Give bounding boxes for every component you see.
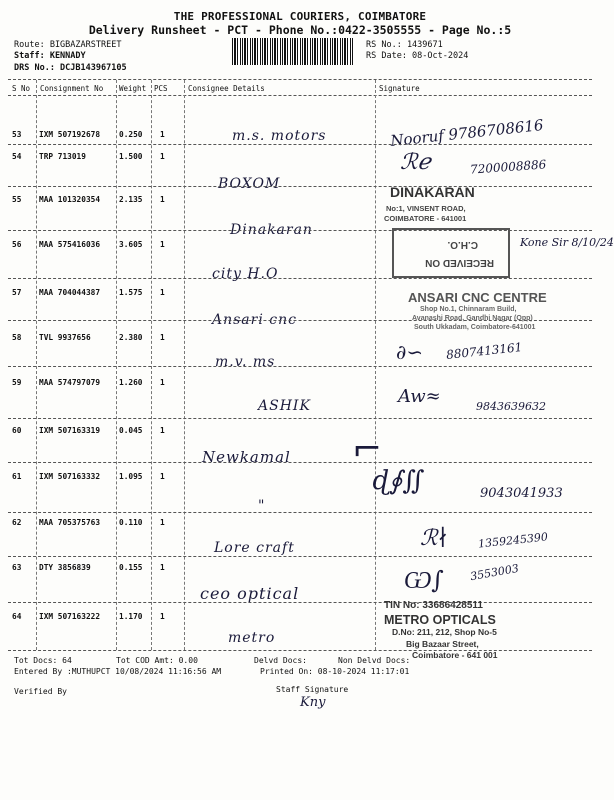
row-weight: 1.170 bbox=[119, 612, 143, 621]
row-sno: 54 bbox=[12, 152, 22, 161]
row-consignment: IXM 507163319 bbox=[39, 426, 101, 435]
signature-scribble: ℛℯ bbox=[400, 150, 431, 175]
row-sno: 58 bbox=[12, 333, 22, 342]
row-consignment: MAA 574797079 bbox=[39, 378, 101, 387]
row-consignee: BOXOM bbox=[218, 176, 281, 192]
row-consignee: Lore craft bbox=[214, 540, 295, 556]
signature-scribble: Aw≈ bbox=[398, 386, 441, 407]
row-divider bbox=[8, 602, 592, 603]
row-weight: 0.250 bbox=[119, 130, 143, 139]
row-consignment: IXM 507163222 bbox=[39, 612, 101, 621]
row-pcs: 1 bbox=[160, 130, 165, 139]
entered-by: Entered By :MUTHUPCT 10/08/2024 11:16:56 AM bbox=[14, 667, 222, 676]
row-consignee: ceo optical bbox=[200, 584, 300, 603]
company-title: THE PROFESSIONAL COURIERS, COIMBATORE bbox=[173, 10, 427, 23]
dinakaran-stamp-line1: No:1, VINSENT ROAD, bbox=[386, 204, 466, 213]
received-stamp bbox=[392, 228, 510, 278]
row-divider bbox=[8, 144, 592, 145]
signature-scribble: ∂∽ bbox=[396, 340, 424, 364]
row-consignment: MAA 575416036 bbox=[39, 240, 101, 249]
verified-by: Verified By bbox=[14, 687, 67, 696]
metro-stamp-line2: Big Bazaar Street, bbox=[406, 639, 479, 649]
total-docs: Tot Docs: 64 bbox=[14, 656, 72, 665]
delivered-docs: Delvd Docs: bbox=[254, 656, 307, 665]
row-pcs: 1 bbox=[160, 518, 165, 527]
row-consignee: Newkamal bbox=[202, 448, 291, 466]
row-consignee: m.v. ms bbox=[215, 354, 276, 370]
row-weight: 3.605 bbox=[119, 240, 143, 249]
row-sno: 56 bbox=[12, 240, 22, 249]
row-sno: 62 bbox=[12, 518, 22, 527]
row-pcs: 1 bbox=[160, 426, 165, 435]
row-pcs: 1 bbox=[160, 333, 165, 342]
row-pcs: 1 bbox=[160, 612, 165, 621]
row-consignment: DTY 3856839 bbox=[39, 563, 91, 572]
header-top-rule bbox=[8, 79, 592, 80]
metro-stamp-line3: Coimbatore - 641 001 bbox=[412, 650, 498, 660]
row-consignee: metro bbox=[228, 630, 276, 646]
metro-stamp-line1: D.No: 211, 212, Shop No-5 bbox=[392, 627, 497, 637]
row-sno: 60 bbox=[12, 426, 22, 435]
col-divider bbox=[116, 80, 117, 650]
ansari-stamp-name: ANSARI CNC CENTRE bbox=[408, 290, 547, 305]
row-pcs: 1 bbox=[160, 240, 165, 249]
row-weight: 0.155 bbox=[119, 563, 143, 572]
row-consignment: TVL 9937656 bbox=[39, 333, 91, 342]
row-pcs: 1 bbox=[160, 472, 165, 481]
row-consignee: " bbox=[258, 498, 266, 514]
row-weight: 1.575 bbox=[119, 288, 143, 297]
row-sno: 59 bbox=[12, 378, 22, 387]
row-sno: 64 bbox=[12, 612, 22, 621]
row-signature: 3553003 bbox=[469, 561, 520, 584]
signature-scribble: Ѡ∫ bbox=[404, 566, 444, 594]
dinakaran-stamp-name: DINAKARAN bbox=[390, 184, 475, 200]
row-pcs: 1 bbox=[160, 288, 165, 297]
row-pcs: 1 bbox=[160, 563, 165, 572]
row-pcs: 1 bbox=[160, 195, 165, 204]
printed-on: Printed On: 08-10-2024 11:17:01 bbox=[260, 667, 410, 676]
row-signature: Kone Sir 8/10/24 bbox=[520, 236, 614, 249]
route-label: Route: BIGBAZARSTREET bbox=[14, 40, 122, 50]
row-weight: 2.135 bbox=[119, 195, 143, 204]
header-bottom-rule bbox=[8, 95, 592, 96]
row-pcs: 1 bbox=[160, 152, 165, 161]
signature-scribble: ℛ∤ bbox=[420, 526, 449, 551]
col-divider bbox=[184, 80, 185, 650]
col-divider bbox=[151, 80, 152, 650]
col-header-pcs: PCS bbox=[154, 84, 168, 93]
row-signature: 1359245390 bbox=[477, 530, 549, 551]
row-signature: 8807413161 bbox=[445, 340, 523, 362]
row-divider bbox=[8, 366, 592, 367]
row-weight: 2.380 bbox=[119, 333, 143, 342]
row-signature: 9043041933 bbox=[480, 486, 563, 501]
row-weight: 1.095 bbox=[119, 472, 143, 481]
row-signature: Nooruf 9786708616 bbox=[389, 116, 545, 150]
row-consignee: city H.O bbox=[212, 266, 279, 282]
row-divider bbox=[8, 278, 592, 279]
received-stamp-line2: C.H.O. bbox=[447, 239, 478, 250]
signature-scribble: ⌐ bbox=[352, 429, 383, 470]
row-consignee: ASHIK bbox=[258, 398, 311, 414]
total-cod-amount: Tot COD Amt: 0.00 bbox=[116, 656, 198, 665]
row-sno: 63 bbox=[12, 563, 22, 572]
table-bottom-rule bbox=[8, 650, 592, 651]
row-divider bbox=[8, 418, 592, 419]
signature-scribble: ɖ∮∬ bbox=[372, 466, 425, 496]
row-consignment: MAA 101320354 bbox=[39, 195, 101, 204]
metro-stamp-name: METRO OPTICALS bbox=[384, 613, 496, 627]
row-sno: 53 bbox=[12, 130, 22, 139]
row-consignment: TRP 713019 bbox=[39, 152, 86, 161]
row-consignment: MAA 704044387 bbox=[39, 288, 101, 297]
row-divider bbox=[8, 512, 592, 513]
row-sno: 57 bbox=[12, 288, 22, 297]
col-divider bbox=[375, 80, 376, 650]
col-header-weight: Weight bbox=[119, 84, 147, 93]
received-stamp-line1: RECEIVED ON bbox=[425, 257, 494, 268]
ansari-stamp-line1: Shop No.1, Chinnaram Build, bbox=[420, 306, 517, 313]
row-consignment: IXM 507192678 bbox=[39, 130, 101, 139]
col-header-consignment: Consignment No bbox=[40, 84, 104, 93]
rs-number: RS No.: 1439671 bbox=[366, 40, 443, 50]
row-consignment: IXM 507163332 bbox=[39, 472, 101, 481]
row-weight: 1.260 bbox=[119, 378, 143, 387]
row-weight: 0.110 bbox=[119, 518, 143, 527]
row-weight: 1.500 bbox=[119, 152, 143, 161]
row-pcs: 1 bbox=[160, 378, 165, 387]
staff-signature-mark: Kny bbox=[300, 695, 326, 710]
col-divider bbox=[36, 80, 37, 650]
row-consignee: Ansari cnc bbox=[212, 312, 297, 328]
staff-signature-label: Staff Signature bbox=[276, 685, 349, 694]
row-divider bbox=[8, 320, 592, 321]
col-header-signature: Signature bbox=[379, 84, 420, 93]
drs-number: DRS No.: DCJB143967105 bbox=[14, 63, 127, 73]
rs-date: RS Date: 08-Oct-2024 bbox=[366, 51, 469, 61]
col-header-sno: S No bbox=[12, 84, 31, 93]
barcode bbox=[232, 38, 354, 65]
dinakaran-stamp-line2: COIMBATORE - 641001 bbox=[384, 214, 467, 223]
row-divider bbox=[8, 556, 592, 557]
row-sno: 61 bbox=[12, 472, 22, 481]
row-consignee: Dinakaran bbox=[230, 222, 313, 238]
row-signature: 7200008886 bbox=[469, 157, 547, 177]
col-header-consignee: Consignee Details bbox=[188, 84, 265, 93]
row-weight: 0.045 bbox=[119, 426, 143, 435]
row-divider bbox=[8, 186, 592, 187]
staff-label: Staff: KENNADY bbox=[14, 51, 86, 61]
runsheet-title: Delivery Runsheet - PCT - Phone No.:0422-3505555 - Page No.:5 bbox=[88, 23, 512, 37]
non-delivered-docs: Non Delvd Docs: bbox=[338, 656, 411, 665]
ansari-stamp-line2: Avanashi Road, Gandhi Nagar (Opp) bbox=[412, 315, 533, 322]
row-sno: 55 bbox=[12, 195, 22, 204]
row-divider bbox=[8, 462, 592, 463]
ansari-stamp-line3: South Ukkadam, Coimbatore-641001 bbox=[414, 324, 536, 331]
row-signature: 9843639632 bbox=[476, 400, 546, 413]
metro-stamp-tin: TIN No: 33686428511 bbox=[384, 600, 483, 611]
row-consignment: MAA 705375763 bbox=[39, 518, 101, 527]
row-consignee: m.s. motors bbox=[232, 128, 327, 144]
